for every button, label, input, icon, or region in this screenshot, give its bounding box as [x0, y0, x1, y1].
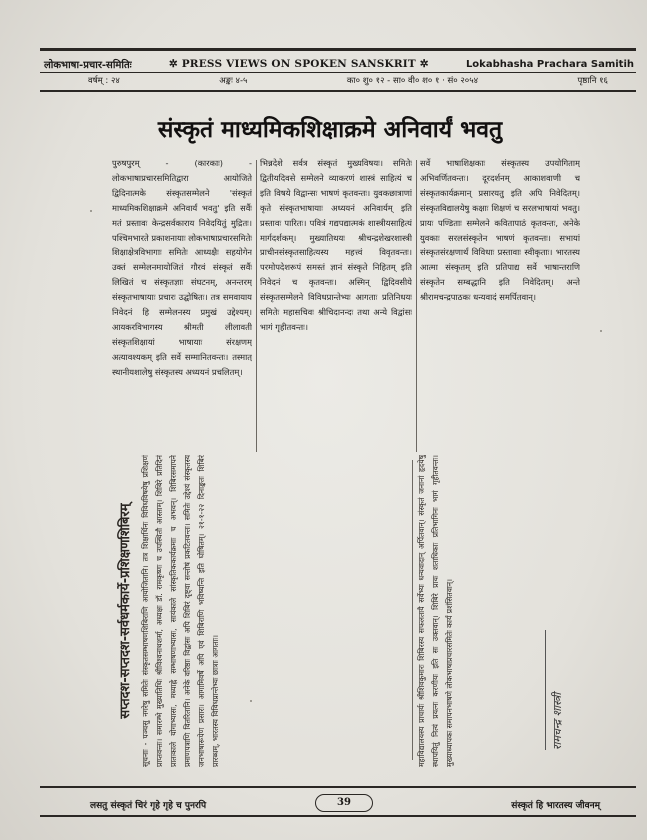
masthead-top-rule — [40, 48, 636, 51]
sideways-article-heading: सप्तदश-सप्तदश-सर्वधर्मकार्ये-प्रशिक्षणशिबिरम् — [118, 503, 133, 719]
masthead-left: लोकभाषा-प्रचार-समितिः — [44, 60, 132, 71]
column-divider — [416, 160, 417, 452]
issue-number: अङ्कः ४-५ — [219, 76, 248, 86]
sideways-article-body-2: महाविद्यालयस्य प्राचार्यः श्रीशिवकुमारः शिबिरस्य सफलतायै सर्वेभ्यः धन्यवादान् अर्पितवान्। संस्कृतं जनानां हृदयेषु स्थापयितुं नित्यं प्रयत्नः करणीयः इति सः उक्तवान्। शिबिरे प्रायः शताधिकाः प्रतिभागिनः भागं गृहीतवन्तः। मुख्याध्यापकः समापनभाषणे लोकभाषाप्रचारसमितेः कार्यं प्रशंसितवान्। — [417, 455, 454, 767]
column-divider — [256, 160, 257, 452]
sideways-article-body: सूचनाः - पञ्चसु नगरेषु समितेः संस्कृतसम्भाषणशिबिराणि आयोजितानि। तत्र शिक्षार्थिनः विविधविषयेषु प्रशिक्षणं प्राप्तवन्तः। समारम्भे मुख्यातिथिः श्रीविश्वनाथशर्मा, अध्यक्षः डॉ. रामकृष्णः च उपस्थितौ आस्ताम्। शिबिरे प्रतिदिनं प्रातःकाले योगाभ्यासः, मध्याह्ने सम्भाषणाभ्यासः, सायंकाले सांस्कृतिककार्यक्रमाः च अभवन्। शिबिरसमापने प्रमाणपत्राणि वितरितानि। अनेके वरिष्ठाः विद्वांसः अपि शिबिरं दृष्ट्वा सन्तोषं प्रकटितवन्तः। समितेः उद्देश्यं संस्कृतस्य जनभाषारूपेण प्रसारः। आगामिवर्षे अपि एवं शिबिराणि भविष्यन्ति इति घोषितम्। २१-१-२२ दिनाङ्कतः शिबिरं प्रारब्धम्, भारतस्य विविधप्रान्तेभ्यः छात्राः आगताः। — [141, 455, 220, 767]
handwritten-signature — [545, 630, 586, 750]
scan-speck — [600, 330, 602, 332]
scan-speck — [90, 210, 92, 212]
footer — [40, 794, 630, 812]
page-number: 39 — [315, 794, 373, 812]
sideways-article — [117, 455, 409, 767]
scan-speck — [250, 700, 252, 702]
article-column-1 — [112, 156, 252, 454]
masthead — [44, 57, 634, 71]
article-column-3-text: सर्वे भाषाशिक्षकाः संस्कृतस्य उपयोगिताम् अभिवर्णितवन्तः। दूरदर्शनम् आकाशवाणी च संस्कृतकार्यक्रमान् प्रसारयतु इति अपि निवेदितम्। संस्कृतविद्यालयेषु कक्षाः शिक्षणं च सरलभाषायां भवतु। प्रायः पण्डिताः सम्मेलने कवितापाठं कृतवन्तः, अनेके युवकाः सरलसंस्कृतेन भाषणं कृतवन्तः। सभायां संस्कृतसंरक्षणार्थं विविधाः प्रस्तावाः स्वीकृताः। भारतस्य आत्मा संस्कृतम् इति प्रतिपाद्य सर्वे भाषान्तराणि संस्कृतेन सम्बद्धानि इति निवेदितम्। अन्ते श्रीरामचन्द्रपाठकः धन्यवादं समर्पितवान्। — [420, 158, 580, 303]
footer-left-motto: लसतु संस्कृतं चिरं गृहे गृहे च पुनरपि — [90, 801, 207, 811]
article-title: संस्कृतं माध्यमिकशिक्षाक्रमे अनिवार्यं भवतु — [157, 117, 503, 143]
footer-bottom-rule — [40, 815, 636, 817]
issue-line — [88, 75, 608, 87]
issue-date: का० शु० १२ - सा० वी० श० १ · सं० २०५४ — [346, 76, 479, 86]
article-column-2 — [260, 156, 412, 454]
footer-right-motto: संस्कृतं हि भारतस्य जीवनम् — [511, 801, 600, 811]
issue-volume: वर्षम् : २४ — [88, 76, 120, 86]
article-column-3 — [420, 156, 580, 384]
signature-text: रामचन्द्र शास्त्री — [551, 692, 564, 750]
article-column-2-text: भिन्नदेशे सर्वत्र संस्कृतं मुख्यविषयः। समितेः द्वितीयदिवसे सम्मेलने व्याकरणं शास्त्रं साहित्यं च इति विषये विद्वान्सः भाषणं कृतवन्तः। युवकछात्राणां कृते संस्कृतभाषायाः अध्ययनं अनिवार्यम् इति प्रस्तावः पारितः। पवित्रं गद्यपद्यात्मकं शास्त्रीयसाहित्यं मार्गदर्शकम्। मुख्यातिथयः श्रीचन्द्रशेखरशास्त्री प्राचीनसंस्कृतसाहित्यस्य महत्त्वं विवृतवन्तः। परमोपदेशरूपं समस्तं ज्ञानं संस्कृते निहितम् इति निवेदनं च कृतवन्तः। अस्मिन् द्विदिवसीये संस्कृतसम्मेलने विविधप्रान्तेभ्यः आगताः प्रतिनिधयः समितेः महासचिवः श्रीचिदानन्दः तथा अन्ये विद्वांसः भागं गृहीतवन्तः। — [260, 158, 412, 332]
sideways-article-rotated — [117, 455, 409, 767]
issue-pages: पृष्ठानि १६ — [577, 76, 608, 86]
masthead-bottom-rule — [40, 72, 636, 73]
footer-top-rule — [40, 786, 636, 788]
masthead-center: ✲ PRESS VIEWS ON SPOKEN SANSKRIT ✲ — [168, 58, 429, 70]
masthead-right: Lokabhasha Prachara Samitih — [465, 58, 634, 70]
issue-bottom-rule — [40, 90, 636, 92]
column-divider — [412, 460, 413, 760]
article-column-1-text: पुरुषपुरम् - (कारकाः) - लोकभाषाप्रचारसमितिद्वारा आयोजिते द्विदिनात्मके संस्कृतसम्मेलने 'संस्कृतं माध्यमिकशिक्षाक्रमे अनिवार्यं भवतु' इति सर्वैः मतं प्रस्तावः केन्द्रसर्वकाराय निवेदयितुं मुद्रितः। पश्चिमभारते प्रकाशनायाः लोकभाषाप्रचारसमितेः शिक्षाक्षेत्रविभागाः समितेः आध्यक्षैः सहयोगेन उक्तं सम्मेलनमायोजितं गौरवं संस्कृतं सर्वैः लिखितं च संस्कृतज्ञाः संघटनम्, अनन्तरम् संस्कृतभाषायाः प्रचारः उद्घोषितः। तत्र समवायाय निवेदनं हि सम्मेलनस्य प्रमुखं उद्देश्यम्। आयकरविभागस्य श्रीमती लीलावती संस्कृतशिक्षायां भाषायाः संरक्षणम् अत्यावश्यकम् इति सर्वे सम्मानितवन्तः। तस्मात् स्थानीयशालेषु संस्कृतस्य अध्ययनं प्रचलितम्। — [112, 158, 252, 377]
